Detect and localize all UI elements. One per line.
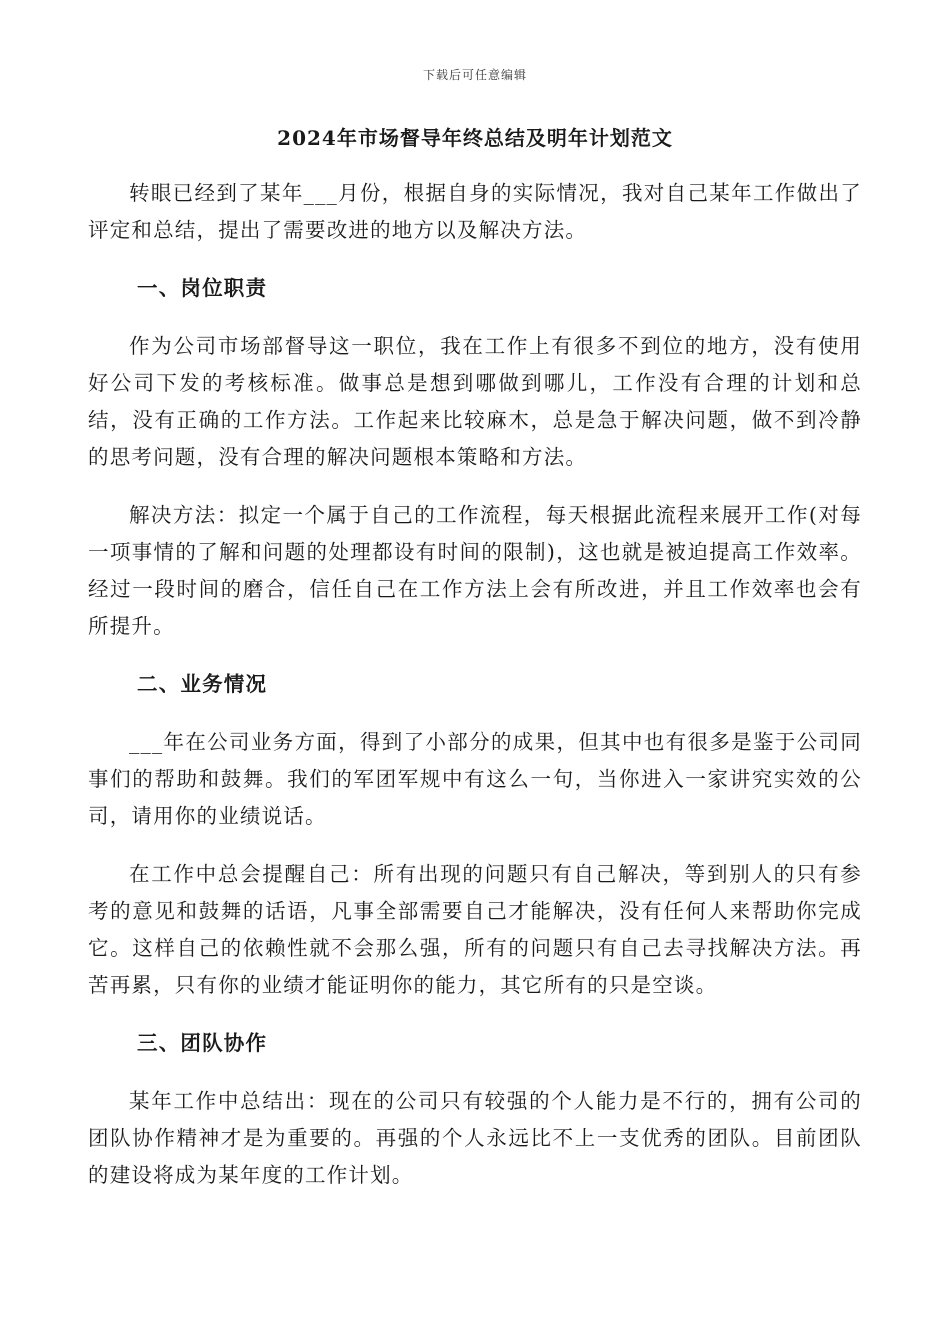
section-paragraph: ___年在公司业务方面，得到了小部分的成果，但其中也有很多是鉴于公司同事们的帮助和鼓舞。我们的军团军规中有这么一句，当你进入一家讲究实效的公司，请用你的业绩说话。 bbox=[88, 730, 862, 828]
section-job-duties bbox=[88, 270, 862, 645]
section-paragraph: 某年工作中总结出：现在的公司只有较强的个人能力是不行的，拥有公司的团队协作精神才是为重要的。再强的个人永远比不上一支优秀的团队。目前团队的建设将成为某年度的工作计划。 bbox=[88, 1089, 862, 1187]
intro-paragraph: 转眼已经到了某年___月份，根据自身的实际情况，我对自己某年工作做出了评定和总结，提出了需要改进的地方以及解决方法。 bbox=[88, 181, 862, 242]
header-note: 下载后可任意编辑 bbox=[422, 68, 527, 82]
section-paragraph: 解决方法：拟定一个属于自己的工作流程，每天根据此流程来展开工作(对每一项事情的了解和问题的处理都设有时间的限制)，这也就是被迫提高工作效率。经过一段时间的磨合，信任自己在工作方法上会有所改进，并且工作效率也会有所提升。 bbox=[88, 503, 862, 638]
section-paragraph: 在工作中总会提醒自己：所有出现的问题只有自己解决，等到别人的只有参考的意见和鼓舞的话语，凡事全部需要自己才能解决，没有任何人来帮助你完成它。这样自己的依赖性就不会那么强，所有的问题只有自己去寻找解决方法。再苦再累，只有你的业绩才能证明你的能力，其它所有的只是空谈。 bbox=[88, 862, 862, 997]
document-body bbox=[88, 175, 862, 1215]
section-paragraph: 作为公司市场部督导这一职位，我在工作上有很多不到位的地方，没有使用好公司下发的考核标准。做事总是想到哪做到哪儿，工作没有合理的计划和总结，没有正确的工作方法。工作起来比较麻木，总是急于解决问题，做不到冷静的思考问题，没有合理的解决问题根本策略和方法。 bbox=[88, 334, 862, 469]
section-teamwork bbox=[88, 1025, 862, 1194]
document-title: 2024年市场督导年终总结及明年计划范文 bbox=[277, 126, 673, 150]
section-heading: 三、团队协作 bbox=[137, 1031, 268, 1055]
section-business-status bbox=[88, 666, 862, 1004]
section-heading: 二、业务情况 bbox=[137, 672, 268, 696]
section-heading: 一、岗位职责 bbox=[137, 276, 268, 300]
